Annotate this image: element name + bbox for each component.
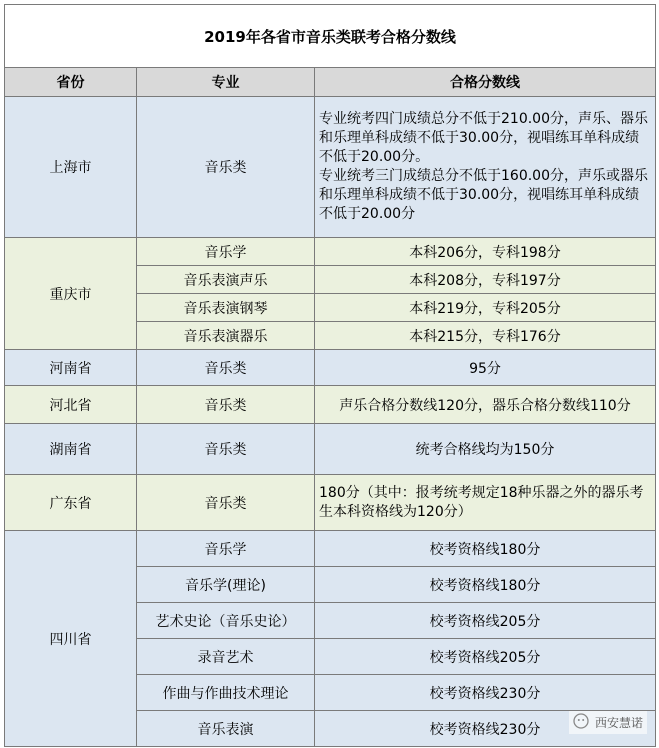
table-title: 2019年各省市音乐类联考合格分数线 [4,4,656,67]
major-cell: 录音艺术 [137,639,315,675]
watermark-text: 西安慧诺 [594,716,643,730]
score-cell: 校考资格线230分 [315,675,656,711]
header-major: 专业 [137,68,315,97]
score-cell: 本科208分，专科197分 [315,266,656,294]
watermark [569,711,647,734]
table-row [5,475,656,531]
score-cell: 校考资格线180分 [315,567,656,603]
header-province: 省份 [5,68,137,97]
score-cell: 95分 [315,350,656,386]
province-cell: 湖南省 [5,424,137,475]
major-cell: 音乐学(理论) [137,567,315,603]
major-cell: 音乐表演器乐 [137,322,315,350]
score-cell: 统考合格线均为150分 [315,424,656,475]
major-cell: 艺术史论（音乐史论） [137,603,315,639]
province-cell: 上海市 [5,97,137,238]
score-line: 专业统考三门成绩总分不低于160.00分，声乐或器乐和乐理单科成绩不低于30.00分，视唱练耳单科成绩不低于20.00分 [319,168,648,222]
major-cell: 音乐表演声乐 [137,266,315,294]
major-cell: 音乐表演钢琴 [137,294,315,322]
header-score: 合格分数线 [315,68,656,97]
table-row [5,97,656,238]
score-line: 专业统考四门成绩总分不低于210.00分，声乐、器乐和乐理单科成绩不低于30.00分，视唱练耳单科成绩不低于20.00分。 [319,111,648,165]
major-cell: 音乐类 [137,386,315,424]
score-cell: 校考资格线205分 [315,603,656,639]
score-cell: 本科215分，专科176分 [315,322,656,350]
major-cell: 音乐表演 [137,711,315,747]
table-row [5,424,656,475]
header-row [5,68,656,97]
major-cell: 音乐类 [137,424,315,475]
score-cell [315,97,656,238]
major-cell: 音乐类 [137,97,315,238]
province-cell: 河南省 [5,350,137,386]
score-table [4,67,656,747]
score-cell: 声乐合格分数线120分，器乐合格分数线110分 [315,386,656,424]
score-cell: 校考资格线205分 [315,639,656,675]
major-cell: 音乐学 [137,238,315,266]
score-cell: 180分（其中：报考统考规定18种乐器之外的器乐考生本科资格线为120分） [315,475,656,531]
major-cell: 音乐类 [137,350,315,386]
score-cell: 本科219分，专科205分 [315,294,656,322]
wechat-icon [573,713,589,732]
province-cell: 四川省 [5,531,137,747]
province-cell: 重庆市 [5,238,137,350]
score-cell: 本科206分，专科198分 [315,238,656,266]
table-row [5,238,656,266]
table-row [5,386,656,424]
province-cell: 河北省 [5,386,137,424]
table-row [5,350,656,386]
table-row [5,531,656,567]
major-cell: 作曲与作曲技术理论 [137,675,315,711]
score-cell: 校考资格线180分 [315,531,656,567]
province-cell: 广东省 [5,475,137,531]
major-cell: 音乐类 [137,475,315,531]
score-cell: 校考资格线230分 [315,711,656,747]
major-cell: 音乐学 [137,531,315,567]
